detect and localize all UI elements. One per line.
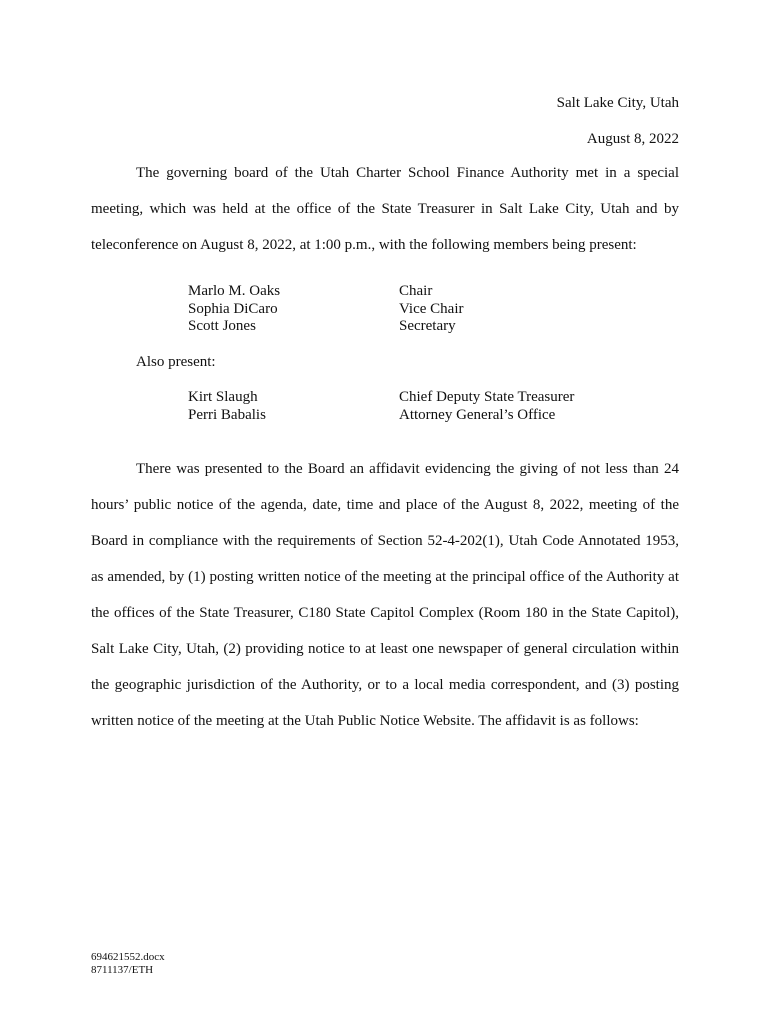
also-present-role: Chief Deputy State Treasurer [399,389,575,405]
header-location: Salt Lake City, Utah [556,95,679,111]
also-present-label: Also present: [136,354,216,370]
affidavit-paragraph: There was presented to the Board an affidavit evidencing the giving of not less than 24 hours’ public notice of the agenda, date, time and place of the August 8, 2022, meeting of the Board in compliance with the requirements of Section 52-4-202(1), Utah Code Annotated 1953, as amended, by (1) posting written notice of the meeting at the principal office of the Authority at the offices of the State Treasurer, C180 State Capitol Complex (Room 180 in the State Capitol), Salt Lake City, Utah, (2) providing notice to at least one newspaper of general circulation within the geographic jurisdiction of the Authority, or to a local media correspondent, and (3) posting written notice of the meeting at the Utah Public Notice Website. The affidavit is as follows: [91,461,679,729]
member-role: Vice Chair [399,301,464,317]
member-row [0,282,770,300]
member-row [0,317,770,335]
footer-doc-id: 694621552.docx [91,951,165,963]
member-name: Scott Jones [188,318,256,334]
header-date: August 8, 2022 [586,131,679,147]
member-role: Chair [399,283,433,299]
also-present-row [0,406,770,424]
also-present-row [0,388,770,406]
also-present-name: Perri Babalis [188,407,266,423]
footer-ref: 8711137/ETH [91,964,154,976]
member-name: Sophia DiCaro [188,301,278,317]
member-name: Marlo M. Oaks [188,283,281,299]
member-row [0,300,770,318]
intro-paragraph: The governing board of the Utah Charter School Finance Authority met in a special meeting, which was held at the office of the State Treasurer in Salt Lake City, Utah and by teleconference on August 8, 2022, at 1:00 p.m., with the following members being present: [91,165,679,253]
also-present-name: Kirt Slaugh [188,389,258,405]
also-present-role: Attorney General’s Office [399,407,556,423]
member-role: Secretary [399,318,456,334]
